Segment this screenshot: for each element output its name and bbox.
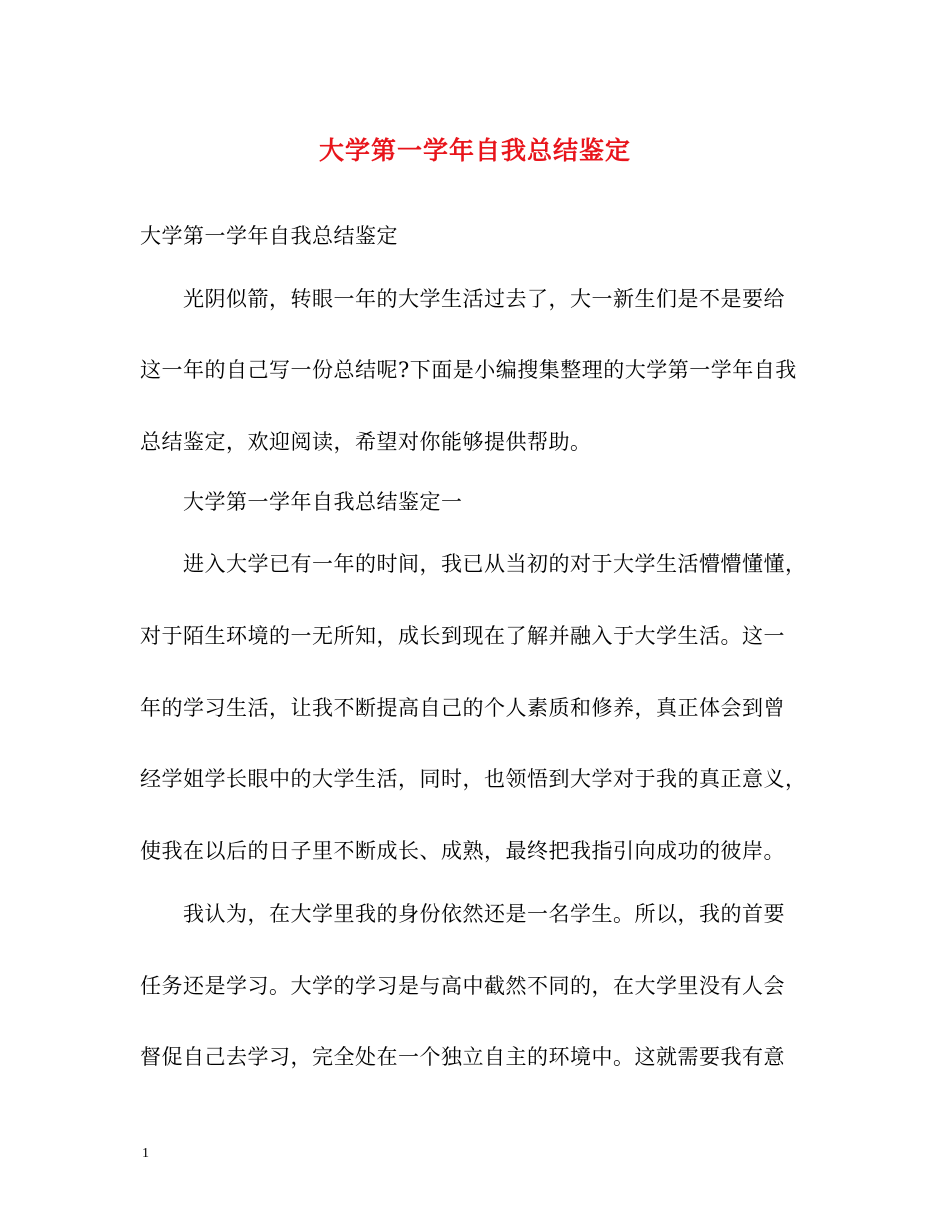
paragraph-line: 经学姐学长眼中的大学生活，同时，也领悟到大学对于我的真正意义， — [140, 767, 807, 791]
paragraph-line: 进入大学已有一年的时间，我已从当初的对于大学生活懵懵懂懂， — [183, 552, 807, 576]
paragraph-line: 年的学习生活，让我不断提高自己的个人素质和修养，真正体会到曾 — [140, 696, 785, 720]
paragraph-line: 对于陌生环境的一无所知，成长到现在了解并融入于大学生活。这一 — [140, 624, 785, 648]
paragraph-line: 督促自己去学习，完全处在一个独立自主的环境中。这就需要我有意 — [140, 1045, 785, 1069]
paragraph-line: 这一年的自己写一份总结呢?下面是小编搜集整理的大学第一学年自我 — [140, 358, 797, 382]
paragraph-line: 任务还是学习。大学的学习是与高中截然不同的，在大学里没有人会 — [140, 974, 785, 998]
subtitle-line: 大学第一学年自我总结鉴定 — [140, 224, 398, 248]
section-heading: 大学第一学年自我总结鉴定一 — [183, 490, 463, 514]
document-title: 大学第一学年自我总结鉴定 — [318, 136, 631, 165]
paragraph-line: 光阴似箭，转眼一年的大学生活过去了，大一新生们是不是要给 — [183, 287, 785, 311]
paragraph-line: 使我在以后的日子里不断成长、成熟，最终把我指引向成功的彼岸。 — [140, 839, 785, 863]
page-number: 1 — [142, 1146, 149, 1161]
paragraph-line: 我认为，在大学里我的身份依然还是一名学生。所以，我的首要 — [183, 902, 785, 926]
paragraph-line: 总结鉴定，欢迎阅读，希望对你能够提供帮助。 — [140, 430, 592, 454]
